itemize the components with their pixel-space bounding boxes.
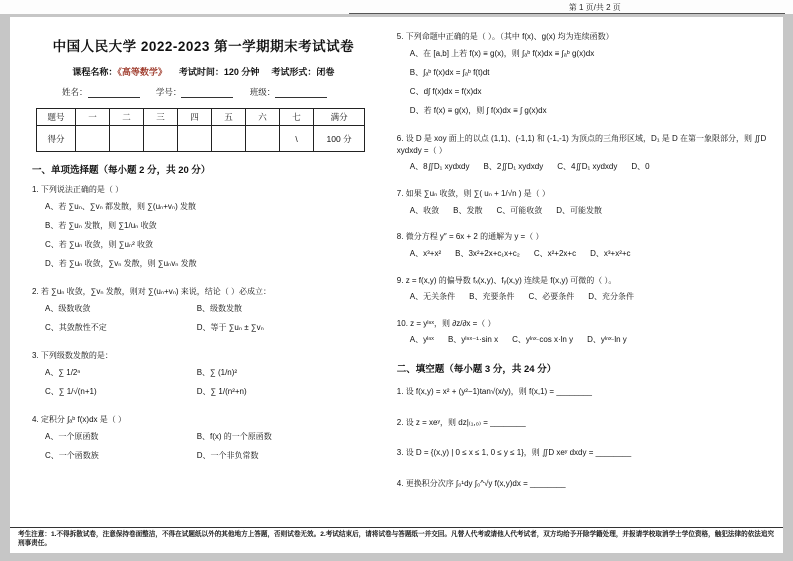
question-stem: 1. 下列说法正确的是（ ） (32, 185, 124, 194)
exam-title: 中国人民大学 2022-2023 第一学期期末考试试卷 (52, 39, 355, 54)
exam-form: 考试形式：闭卷 (271, 67, 335, 77)
question-stem: 10. z = yˡⁿˣ，则 ∂z/∂x =（ ） (396, 318, 496, 328)
question-stem: 6. 设 D 是 xoy 面上的以点 (1,1)、(-1,1) 和 (-1,-1) 为顶点的三角形区域，D₁ 是 D 在第一象限部分，则 ∬D xydxdy =（ ） (396, 133, 767, 155)
question-stem: 1. 设 f(x,y) = x² + (y²−1)tan√(x/y)，则 f(x,1) = ________ (396, 386, 592, 396)
answer-option: B、充要条件 (469, 291, 515, 301)
score-table-header-cell: 五 (212, 109, 246, 126)
answer-option: B、发散 (453, 205, 483, 215)
question (397, 477, 767, 491)
question-options (32, 364, 375, 402)
course-info-line (32, 65, 375, 78)
question-stem: 8. 微分方程 y″ = 6x + 2 的通解为 y =（ ） (396, 232, 544, 242)
answer-option: D、等于 ∑uₙ ± ∑vₙ (196, 322, 264, 332)
question-options (397, 246, 767, 263)
answer-option: A、若 ∑uₙ、∑vₙ 都发散，则 ∑(uₙ+vₙ) 发散 (45, 202, 196, 212)
answer-option: C、一个函数族 (45, 450, 99, 460)
answer-option: B、若 ∑uₙ 发散，则 ∑1/uₙ 收敛 (45, 221, 157, 231)
exam-paper (10, 17, 783, 553)
answer-option: A、8∬D₁ xydxdy (409, 162, 470, 172)
question (397, 31, 767, 121)
score-table-header-cell: 题号 (37, 109, 76, 126)
answer-option: B、yˡⁿˣ⁻¹·sin x (447, 335, 499, 345)
section-one-questions-continued (397, 31, 767, 349)
answer-option: D、若 ∑uₙ 收敛，∑vₙ 发散，则 ∑uₙvₙ 发散 (45, 258, 197, 268)
score-table-header-cell: 满分 (314, 109, 365, 126)
question (397, 275, 767, 306)
answer-option: C、可能收敛 (496, 205, 543, 215)
answer-option: D、0 (631, 162, 650, 172)
section-two-questions (397, 385, 767, 490)
question-stem: 7. 如果 ∑uₙ 收敛，则 ∑( uₙ + 1/√n ) 是（ ） (396, 189, 550, 199)
question-stem: 4. 定积分 ∫ₐᵇ f(x)dx 是（ ） (32, 414, 126, 424)
answer-option: B、3x²+2x+c₁x+c₂ (455, 248, 520, 258)
answer-option: C、x²+2x+c (533, 248, 577, 258)
answer-option: C、其敛散性不定 (45, 322, 107, 332)
question-options (32, 428, 375, 466)
question-options (397, 159, 767, 176)
answer-option: D、yˡⁿˣ·ln y (587, 335, 627, 345)
question (32, 414, 375, 466)
question (397, 133, 767, 177)
answer-option: D、可能发散 (556, 205, 603, 215)
answer-option: A、在 [a,b] 上若 f(x) ≡ g(x)，则 ∫ₐᵇ f(x)dx ≡ ∫ₐᵇ g(x)dx (409, 49, 595, 59)
score-table-cell (212, 126, 246, 152)
answer-option: A、无关条件 (409, 291, 456, 301)
score-table-header-row (37, 109, 365, 126)
answer-option: D、x³+x²+c (590, 248, 631, 258)
question-stem: 9. z = f(x,y) 的偏导数 fₓ(x,y)、fᵧ(x,y) 连续是 f(x,y) 可微的（ ）。 (396, 275, 617, 285)
answer-option: B、∑ (1/n)² (196, 367, 238, 377)
score-table-header-cell: 二 (110, 109, 144, 126)
score-table-value-row (37, 126, 365, 152)
question-options (397, 203, 767, 220)
question-stem: 2. 若 ∑uₙ 收敛，∑vₙ 发散，则对 ∑(uₙ+vₙ) 来说，结论（ ）必成立： (32, 286, 271, 296)
question (32, 286, 375, 338)
score-table-header-cell: 四 (178, 109, 212, 126)
question-options (397, 332, 767, 349)
question (397, 231, 767, 262)
question-stem: 3. 设 D = {(x,y) | 0 ≤ x ≤ 1, 0 ≤ y ≤ 1}，则 ∬D xeʸ dxdy = ________ (396, 448, 632, 458)
answer-option: A、一个原函数 (45, 431, 99, 441)
score-table (36, 108, 365, 152)
course-name: 《高等数学》 (117, 67, 167, 77)
question-stem: 5. 下列命题中正确的是（ ）。（其中 f(x)、g(x) 均为连续函数） (396, 32, 614, 41)
name-blank (88, 88, 140, 98)
question (32, 184, 375, 274)
class-blank (275, 88, 327, 98)
exam-time: 考试时间：120 分钟 (178, 67, 260, 77)
page-number: 第 1 页/共 2 页 (568, 3, 621, 12)
question (397, 318, 767, 349)
student-id-label: 学号： (155, 87, 182, 97)
answer-option: D、若 f(x) ≡ g(x)，则 ∫ f(x)dx ≡ ∫ g(x)dx (409, 105, 547, 115)
question (32, 350, 375, 402)
score-table-cell (178, 126, 212, 152)
exam-footer-note: 考生注意：1.不得拆散试卷，注意保持卷面整洁，不得在试题纸以外的其他地方上答题，否则试卷无效。2.考试结束后，请将试卷与答题纸一并交回。凡替人代考或请他人代考试者，双方均给予开除学籍处理，并报请学校取消学士学位资格，触犯法律的依法追究刑事责任。 (10, 527, 783, 553)
answer-option: C、yˡⁿˣ·cos x·ln y (512, 335, 574, 345)
question (397, 416, 767, 430)
score-table-cell (76, 126, 110, 152)
score-table-header-cell: 三 (144, 109, 178, 126)
score-table-cell: 100 分 (314, 126, 365, 152)
answer-option: D、充分条件 (588, 291, 635, 301)
answer-option: B、2∬D₁ xydxdy (483, 162, 544, 172)
answer-option: A、yˡⁿˣ (409, 335, 434, 345)
score-table-cell: 得分 (37, 126, 76, 152)
question-options (32, 198, 375, 273)
course-field (72, 65, 167, 78)
question (397, 446, 767, 460)
question-options (397, 289, 767, 306)
right-column (385, 29, 767, 523)
answer-option: B、f(x) 的一个原函数 (196, 431, 272, 441)
question-stem: 2. 设 z = xeʸ，则 dz|₍₁,₀₎ = ________ (396, 417, 526, 427)
score-table-cell (144, 126, 178, 152)
name-label: 姓名： (62, 87, 88, 97)
score-table-cell (110, 126, 144, 152)
score-table-cell: \ (280, 126, 314, 152)
score-table-header-cell: 一 (76, 109, 110, 126)
question (397, 188, 767, 219)
answer-option: A、∑ 1/2ⁿ (45, 367, 81, 377)
answer-option: C、若 ∑uₙ 收敛，则 ∑uₙ² 收敛 (45, 239, 154, 249)
course-label: 课程名称： (72, 67, 118, 77)
score-table-cell (246, 126, 280, 152)
class-label: 班级： (249, 87, 276, 97)
answer-option: C、4∬D₁ xydxdy (557, 162, 618, 172)
left-column (32, 29, 385, 523)
answer-option: A、x³+x² (409, 248, 442, 258)
answer-option: D、∑ 1/(n²+n) (196, 386, 247, 396)
answer-option: B、级数发散 (196, 303, 243, 313)
answer-option: B、∫ₐᵇ f(x)dx = ∫ₐᵇ f(t)dt (409, 68, 490, 78)
question-options (32, 300, 375, 338)
student-id-blank (181, 88, 233, 98)
question-stem: 3. 下列级数发散的是： (32, 350, 113, 360)
answer-option: C、必要条件 (528, 291, 575, 301)
answer-option: A、收敛 (409, 205, 440, 215)
answer-option: D、一个非负常数 (196, 450, 259, 460)
question-options (397, 45, 767, 120)
section-one-title: 一、单项选择题（每小题 2 分，共 20 分） (32, 165, 211, 176)
section-one-questions (32, 184, 375, 466)
answer-option: A、级数收敛 (45, 303, 91, 313)
section-two-title: 二、填空题（每小题 3 分，共 24 分） (396, 363, 557, 375)
score-table-header-cell: 六 (246, 109, 280, 126)
header-rule (349, 13, 785, 14)
student-info-line (62, 86, 375, 98)
answer-option: C、∑ 1/√(n+1) (45, 386, 97, 396)
question (397, 385, 767, 399)
answer-option: C、d∫ f(x)dx = f(x)dx (409, 86, 482, 96)
question-stem: 4. 更换积分次序 ∫₀¹dy ∫₀^√y f(x,y)dx = ________ (396, 478, 566, 488)
print-header (0, 0, 793, 14)
score-table-header-cell: 七 (280, 109, 314, 126)
